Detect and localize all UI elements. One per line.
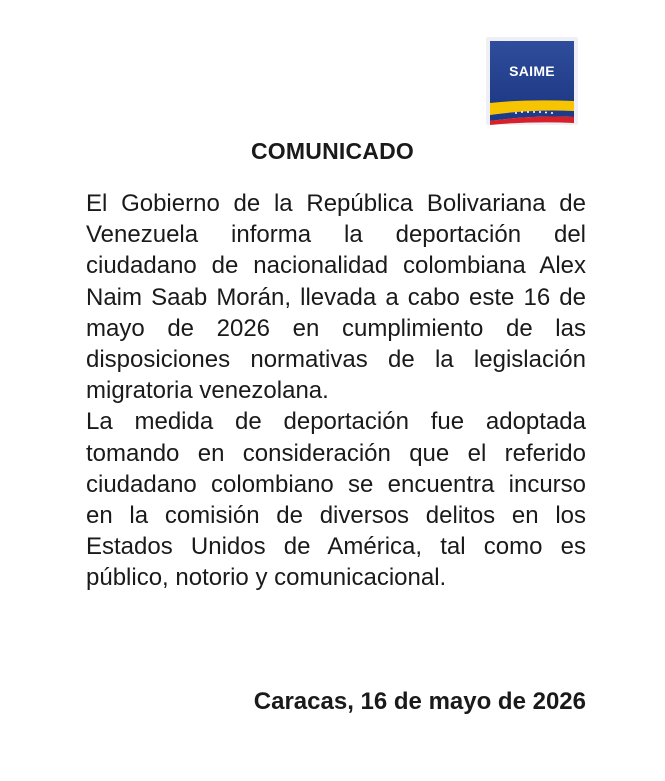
saime-logo [486,37,578,125]
document-title: COMUNICADO [251,138,414,164]
closing-place-date: Caracas, 16 de mayo de 2026 [253,688,586,715]
flag-ribbon-icon [486,37,578,125]
logo-text: SAIME [509,63,555,79]
paragraph-deportation-reason: La medida de deportación fue adoptada tomando en consideración que el referido ciudadano colombiano se encuentra incurso en la comisión de diversos delitos en los Estados Unidos de América, tal como es público, notorio y comunicacional. [86,408,586,592]
document-body [86,188,586,594]
paragraph-deportation-notice: El Gobierno de la República Bolivariana de Venezuela informa la deportación del ciudadano de nacionalidad colombiana Alex Naim Saab Morán, llevada a cabo este 16 de mayo de 2026 en cumplimiento de las disposiciones normativas de la legislación migratoria venezolana. [86,190,586,405]
